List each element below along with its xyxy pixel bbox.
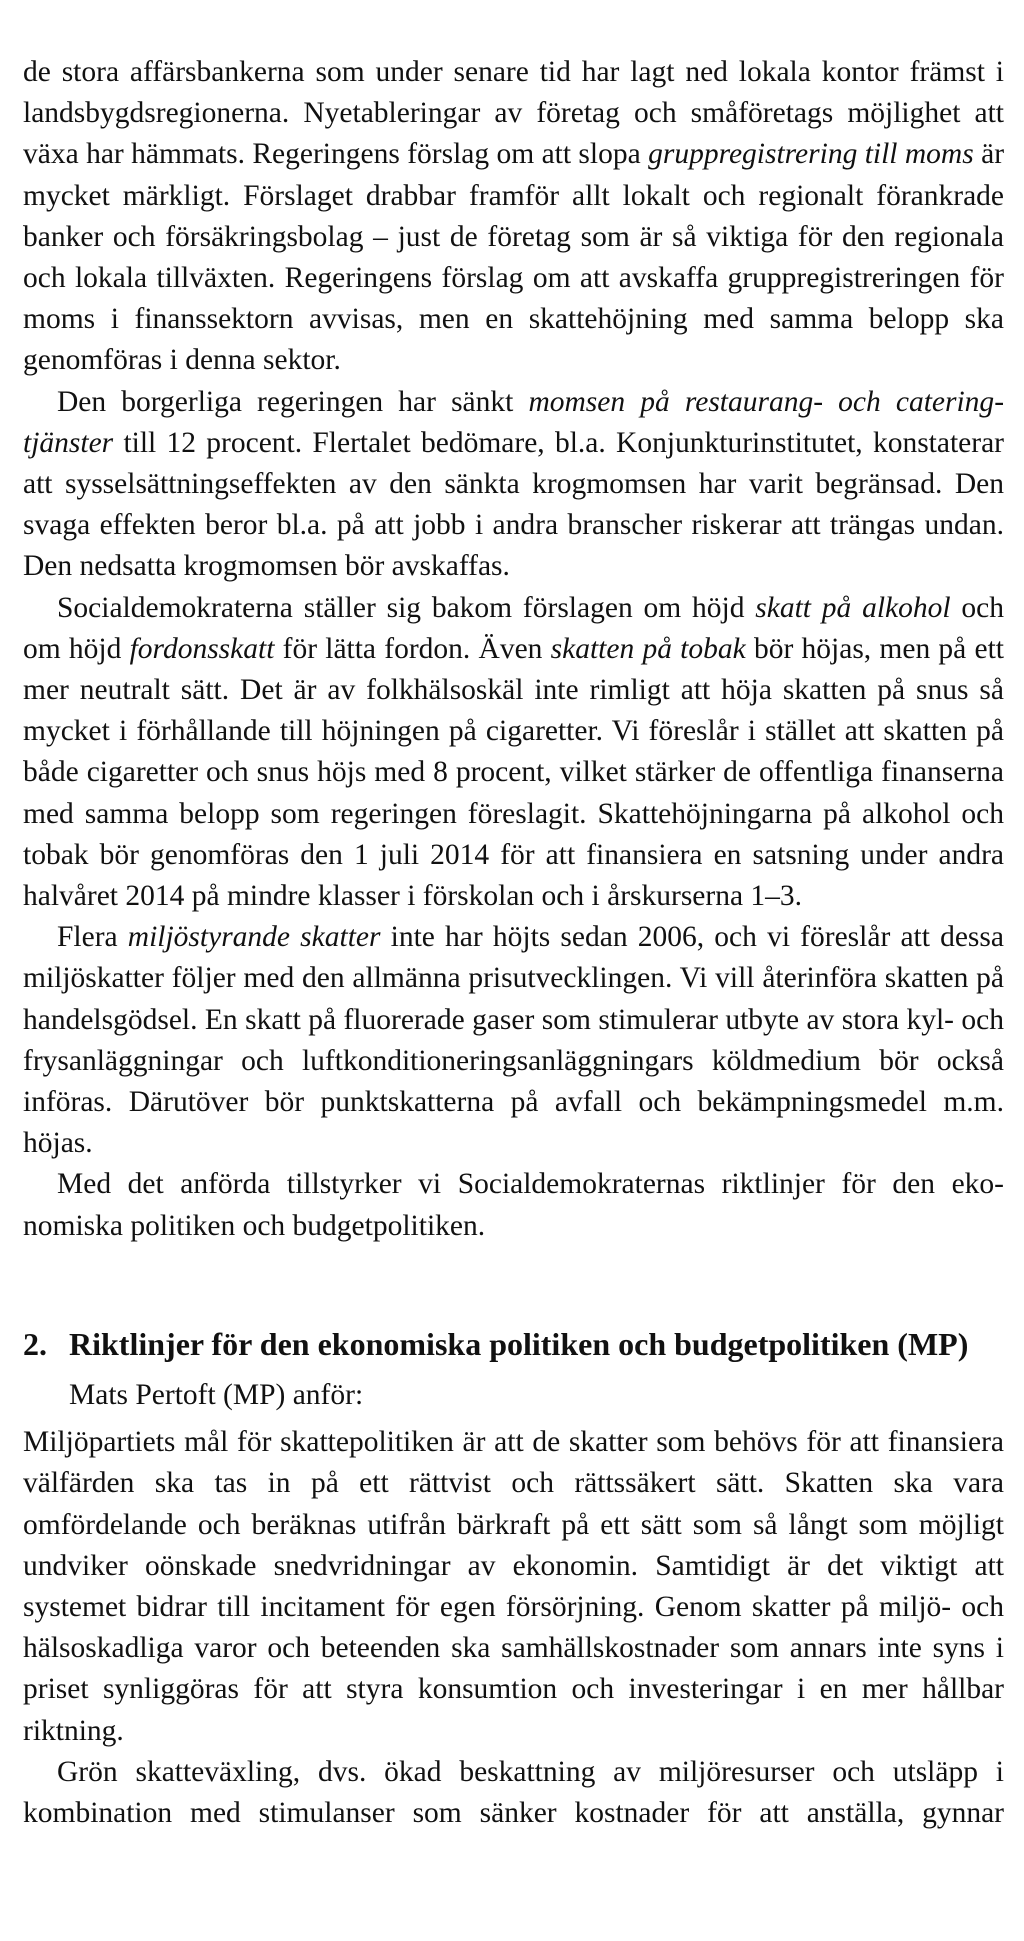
text-run: och om höjd bbox=[23, 591, 1004, 665]
text-run: bör höjas, men på ett mer neutralt sätt. Det är av folkhälsoskäl inte rimligt att höja skatten på snus så mycket i förhållande till höjningen på cigaretter. Vi föreslår i stället att skatten på både cigaretter och snus höjs med 8 procent, vilket stärker de offentliga finanserna med samma belopp som regeringen föreslagit. Skattehöjningarna på alkohol och tobak bör genomföras den 1 juli 2014 för att finansiera en satsning under andra halvåret 2014 på mindre klasser i förskolan och i årskurserna 1–3. bbox=[23, 632, 1004, 913]
text-run: inte har höjts sedan 2006, och vi föreslår att dessa miljöskatter följer med den allmänna prisutvecklingen. Vi vill återinföra skatten på handelsgödsel. En skatt på fluorerade gaser som stimulerar utbyte av stora kyl- och frysanläggningar och luftkonditioneringsanläggningars köldmedium bör också införas. Därutöver bör punktskatterna på avfall och bekämpningsmedel m.m. höjas. bbox=[23, 921, 1004, 1160]
paragraph bbox=[23, 588, 1004, 918]
paragraph bbox=[23, 1422, 1004, 1752]
emphasized-text: momsen på restaurang- och cateringtjänster bbox=[23, 385, 1005, 459]
text-run: Den borgerliga regeringen har sänkt bbox=[57, 385, 529, 418]
paragraph bbox=[23, 52, 1004, 382]
paragraph bbox=[23, 917, 1004, 1164]
emphasized-text: skatt på alkohol bbox=[755, 591, 951, 624]
emphasized-text: fordonsskatt bbox=[129, 632, 275, 665]
emphasized-text: gruppregistrering till moms bbox=[648, 138, 974, 171]
text-run: de stora affärsbankerna som under senare tid har lagt ned lokala kontor främst i landsbygdsregionerna. Nyetableringar av företag och småföretags möjlighet att växa har hämmats. Regeringens förslag om att slopa bbox=[23, 56, 1004, 171]
emphasized-text: miljöstyrande skatter bbox=[127, 921, 381, 954]
section-body-text bbox=[23, 1422, 1004, 1834]
body-text bbox=[23, 52, 1004, 1247]
text-run: Grön skatteväxling, dvs. ökad beskattning av miljöresurser och utsläpp i kombination med stimulanser som sänker kostnader för att anställa, gynnar bbox=[23, 1755, 1004, 1829]
text-run: Flera bbox=[57, 921, 128, 954]
speaker-line: Mats Pertoft (MP) anför: bbox=[69, 1378, 364, 1411]
text-run: Socialdemokraterna ställer sig bakom förslagen om höjd bbox=[57, 591, 756, 624]
text-run: för lätta fordon. Även bbox=[274, 632, 551, 665]
text-run: är mycket märkligt. Förslaget drabbar framför allt lokalt och regionalt förankrade banker och försäkringsbolag – just de företag som är så viktiga för den regionala och lokala tillväxten. Regeringens förslag om att avskaffa gruppregistreringen för moms i finanssektorn avvisas, men en skattehöjning med samma belopp ska genomföras i denna sektor. bbox=[23, 138, 1005, 377]
emphasized-text: skatten på tobak bbox=[550, 632, 746, 665]
text-run: Miljöpartiets mål för skattepolitiken är att de skatter som behövs för att finansiera välfärden ska tas in på ett rättvist och rättssäkert sätt. Skatten ska vara omfördelande och beräknas utifrån bärkraft på ett sätt som så långt som möjligt undviker oönskade snedvridningar av ekonomin. Samtidigt är det viktigt att systemet bidrar till incitament för egen försörjning. Genom skatter på miljö- och hälsoskadliga varor och beteenden ska samhällskostnader som annars inte syns i priset synliggöras för att styra konsumtion och investeringar i en mer hållbar riktning. bbox=[23, 1426, 1004, 1747]
text-run: till 12 procent. Flertalet bedömare, bl.a. Konjunkturinstitutet, konstaterar att sysselsättningseffekten av den sänkta krogmomsen har varit begränsad. Den svaga effekten beror bl.a. på att jobb i andra branscher riskerar att trängas undan. Den nedsatta krogmomsen bör avskaffas. bbox=[23, 426, 1004, 583]
text-run: Med det anförda tillstyrker vi Socialdemokraternas riktlinjer för den ekonomiska politiken och budgetpolitiken. bbox=[23, 1168, 1004, 1242]
section-title: Riktlinjer för den ekonomiska politiken och budgetpolitiken (MP) bbox=[69, 1325, 969, 1362]
paragraph bbox=[23, 1164, 1004, 1246]
section-heading bbox=[23, 1323, 1004, 1365]
paragraph bbox=[23, 382, 1004, 588]
paragraph bbox=[23, 1752, 1004, 1834]
section-number: 2. bbox=[23, 1325, 47, 1362]
